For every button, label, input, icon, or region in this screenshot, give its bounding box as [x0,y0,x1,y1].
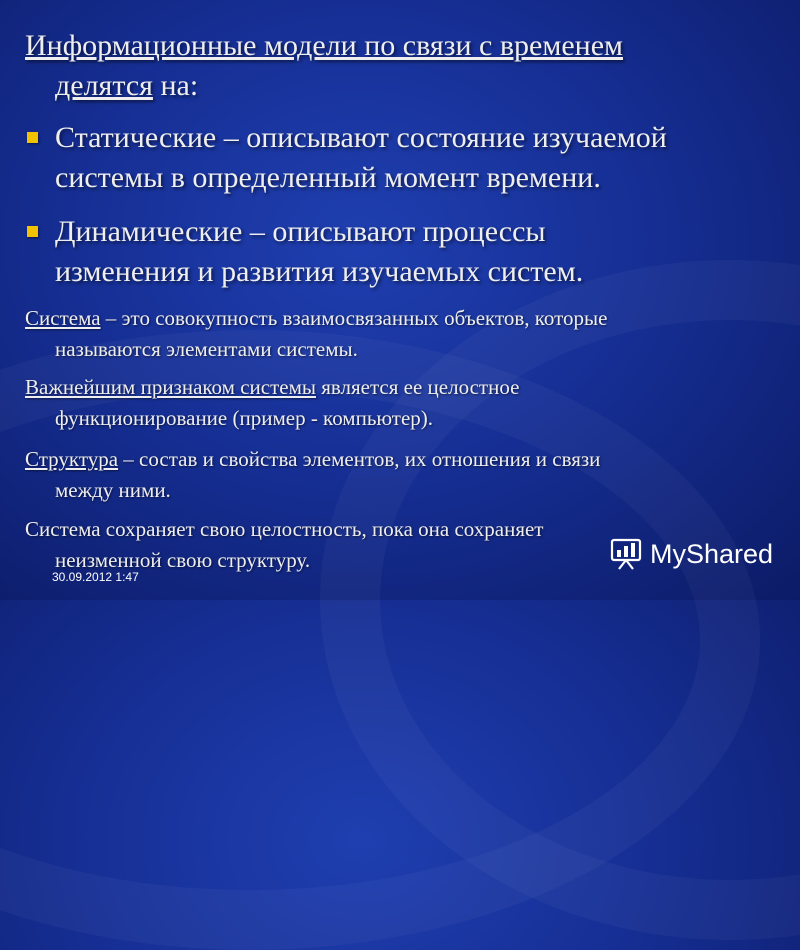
paragraph-text: Система сохраняет свою целостность, пока она сохраняет [25,517,544,541]
slide-title [25,26,785,106]
paragraph-continuation: неизменной свою структуру. [55,548,311,572]
bullet-line-2: системы в определенный момент времени. [55,161,601,194]
bullet-line-1: Динамические – описывают процессы [55,215,546,248]
paragraph-continuation: называются элементами системы. [55,337,358,361]
bullet-item-static [25,118,785,198]
slide-date: 30.09.2012 1:47 [52,570,139,584]
square-bullet-icon [27,226,38,237]
paragraph-structure-definition [25,444,785,506]
term-key-feature: Важнейшим признаком системы [25,375,316,399]
presentation-board-icon [610,537,642,571]
term-system: Система [25,306,101,330]
myshared-logo[interactable] [610,536,773,572]
title-line-1: Информационные модели по связи с временем [25,29,624,62]
logo-text: MyShared [650,538,774,569]
square-bullet-icon [27,132,38,143]
paragraph-text: – состав и свойства элементов, их отношения и связи [118,447,601,471]
paragraph-text: является ее целостное [315,375,520,399]
term-structure: Структура [25,447,119,471]
paragraph-text: – это совокупность взаимосвязанных объектов, которые [100,306,608,330]
paragraph-system-definition [25,303,785,365]
paragraph-continuation: между ними. [55,478,171,502]
title-underlined-word: делятся [55,69,153,102]
paragraph-continuation: функционирование (пример - компьютер). [55,406,434,430]
title-suffix: на: [152,69,199,102]
bullet-line-1: Статические – описывают состояние изучаемой [55,121,667,154]
bullet-item-dynamic [25,212,785,292]
bullet-line-2: изменения и развития изучаемых систем. [55,255,584,288]
paragraph-key-feature [25,372,785,434]
